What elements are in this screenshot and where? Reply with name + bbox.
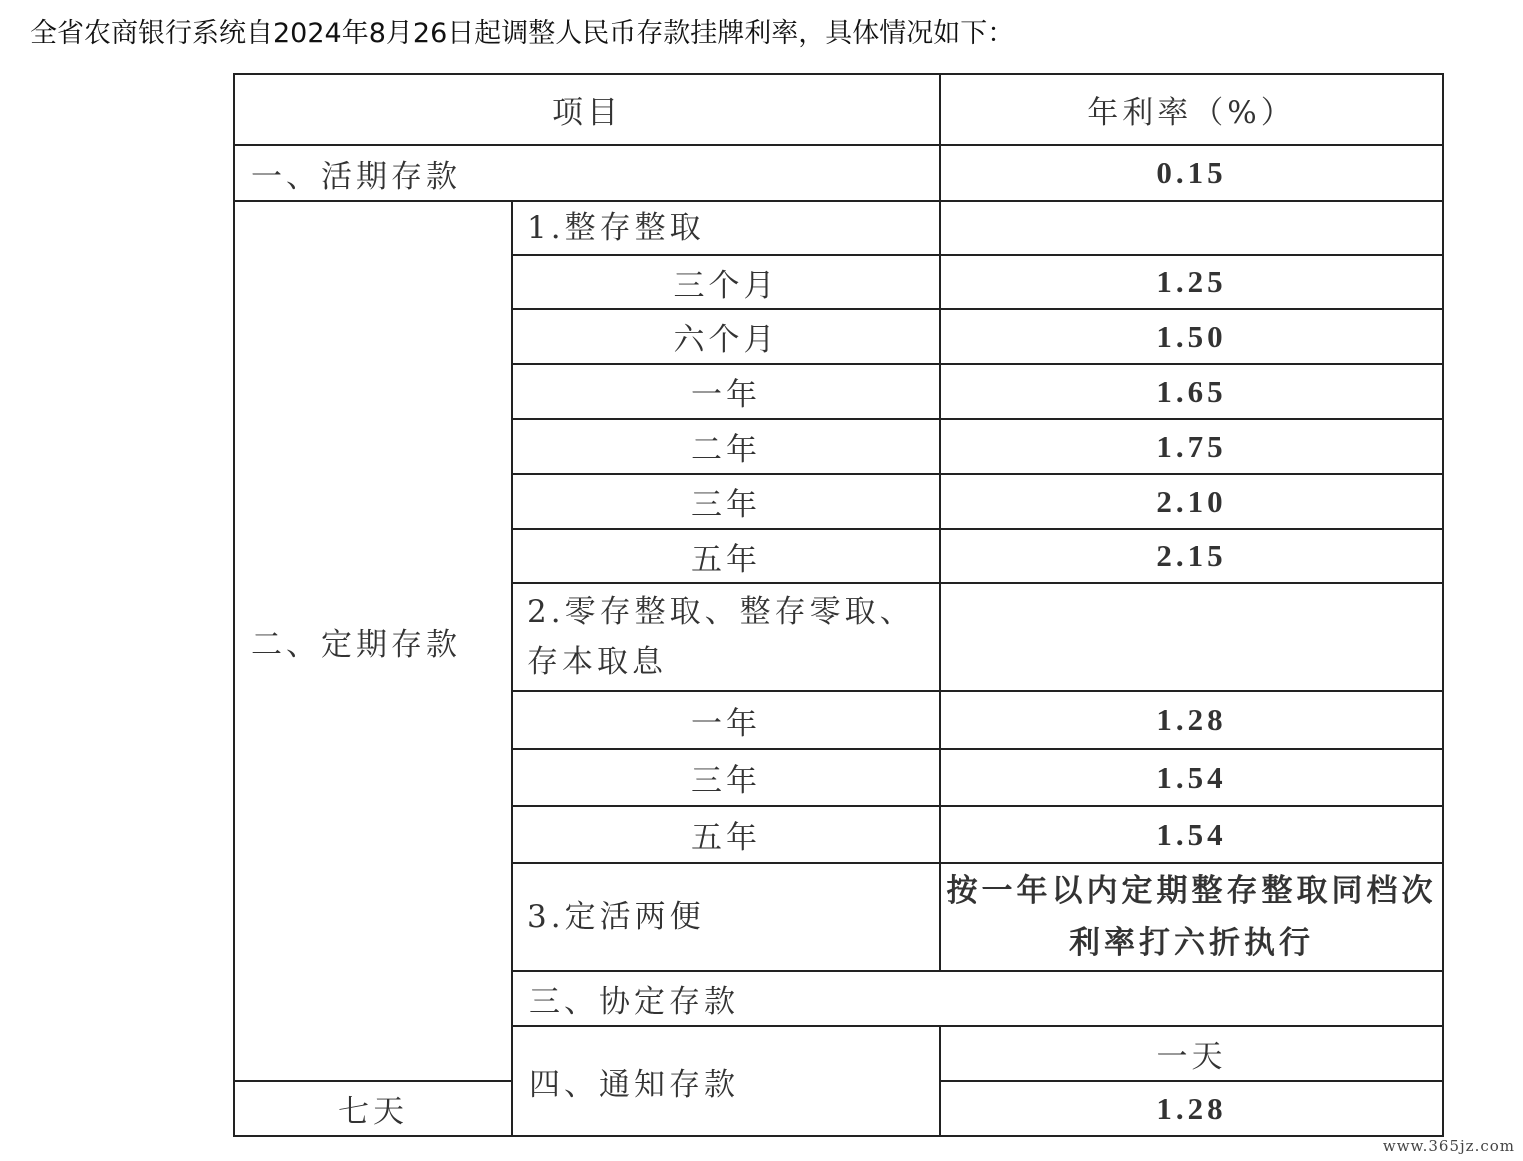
term-cell: 六个月 (512, 309, 940, 364)
empty-rate-cell (940, 201, 1443, 255)
rate-cell: 1.65 (940, 364, 1443, 419)
rate-cell: 1.28 (940, 1081, 1443, 1136)
rate-cell: 1.54 (940, 806, 1443, 863)
rate-cell: 1.50 (940, 309, 1443, 364)
flexible-deposit-rate: 按一年以内定期整存整取同档次利率打六折执行 (940, 863, 1443, 971)
term-cell: 五年 (512, 806, 940, 863)
term-cell: 一天 (940, 1026, 1443, 1081)
term-cell: 七天 (234, 1081, 512, 1136)
term-cell: 二年 (512, 419, 940, 474)
table-row (234, 145, 1443, 201)
notice-deposit-label: 四、通知存款 (512, 1026, 940, 1136)
agreement-deposit-label: 三、协定存款 (512, 971, 1443, 1026)
intro-text: 全省农商银行系统自2024年8月26日起调整人民币存款挂牌利率，具体情况如下： (30, 18, 1015, 49)
demand-deposit-rate: 0.15 (940, 145, 1443, 201)
rate-cell: 2.15 (940, 529, 1443, 583)
table-header-row (234, 74, 1443, 145)
term-cell: 三个月 (512, 255, 940, 309)
term-cell: 一年 (512, 691, 940, 749)
header-rate: 年利率（%） (940, 74, 1443, 145)
rate-cell: 1.54 (940, 749, 1443, 806)
flexible-deposit-label: 3.定活两便 (512, 863, 940, 971)
deposit-rate-table (233, 73, 1444, 1137)
lump-sum-label: 1.整存整取 (512, 201, 940, 255)
demand-deposit-label: 一、活期存款 (234, 145, 940, 201)
installment-label: 2.零存整取、整存零取、存本取息 (512, 583, 940, 691)
rate-cell: 2.10 (940, 474, 1443, 529)
header-item: 项目 (234, 74, 940, 145)
rate-cell: 1.25 (940, 255, 1443, 309)
rate-cell: 1.75 (940, 419, 1443, 474)
rate-cell: 1.28 (940, 691, 1443, 749)
term-cell: 一年 (512, 364, 940, 419)
term-cell: 三年 (512, 749, 940, 806)
table-row (234, 201, 1443, 255)
empty-rate-cell (940, 583, 1443, 691)
watermark: www.365jz.com (1382, 1137, 1515, 1155)
term-cell: 五年 (512, 529, 940, 583)
term-cell: 三年 (512, 474, 940, 529)
time-deposit-label: 二、定期存款 (234, 201, 512, 1081)
